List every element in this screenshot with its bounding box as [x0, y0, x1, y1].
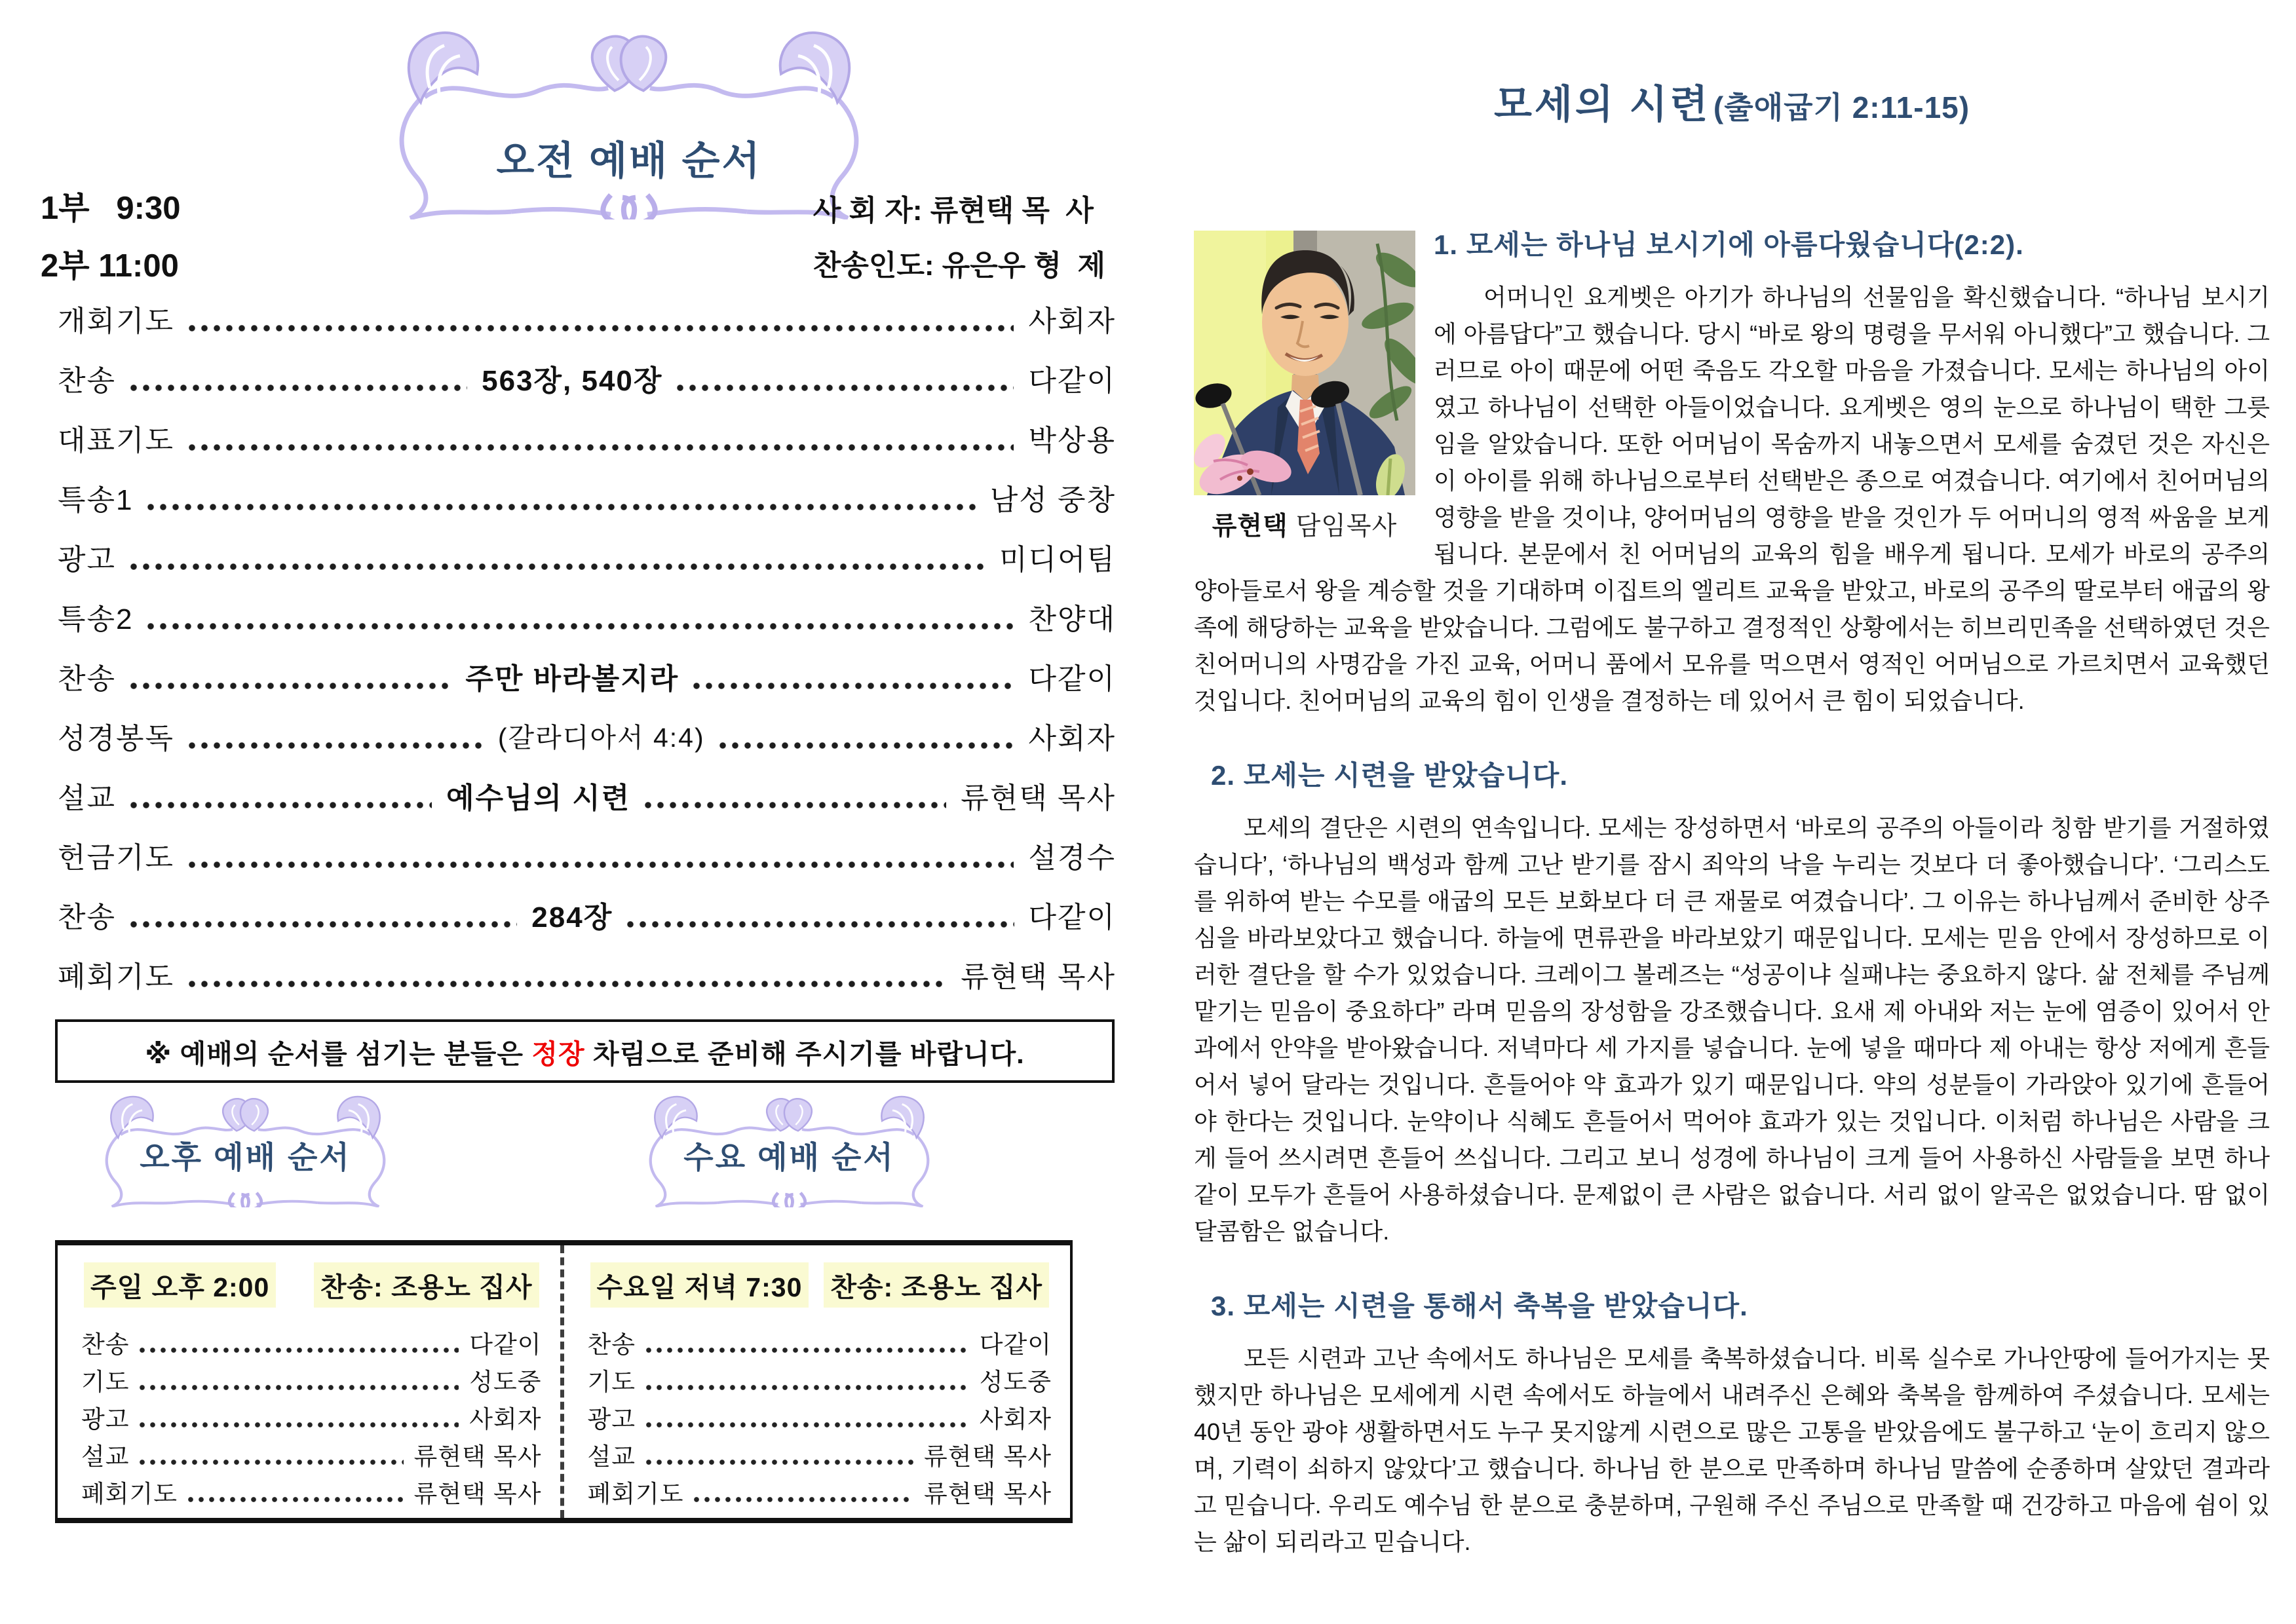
wednesday-service-column	[564, 1245, 1071, 1518]
service-time-1: 1부 9:30	[41, 191, 181, 226]
afternoon-service-header	[84, 1262, 539, 1308]
dot-leader	[189, 742, 484, 749]
dot-leader	[130, 563, 985, 570]
dot-leader	[140, 1459, 403, 1465]
sub-order-row: 설교 류현택 목사	[587, 1443, 1052, 1470]
dot-leader	[694, 1496, 913, 1503]
sub-order-row: 설교 류현택 목사	[81, 1443, 542, 1470]
sermon-section-3-body: 모든 시련과 고난 속에서도 하나님은 모세를 축복하셨습니다. 비록 실수로 가나안땅에 들어가지는 못했지만 하나님은 모세에게 시련 속에서도 하늘에서 내려주신 은혜와 축복을 함께하여 주셨습니다. 모세는 40년 동안 광야 생활하면서도 누구 못지않게 시련으로 많은 고통을 받았음에도 불구하고 ‘눈이 흐리지 않으며, 기력이 쇠하지 않았다’고 했습니다. 하나님 한 분으로 만족하며 하나님 말씀에 순종하며 살았던 결과라고 믿습니다. 우리도 예수님 한 분으로 충분하며, 구원해 주신 주님으로 만족할 때 건강하고 마음에 쉼이 있는 삶이 되리라고 믿습니다.	[1194, 1345, 2270, 1555]
order-row: 특송2 찬양대	[58, 603, 1116, 635]
dot-leader	[627, 921, 1014, 928]
dot-leader	[130, 683, 451, 689]
order-row: 특송1 남성 중창	[58, 483, 1116, 516]
order-row: 찬송 284장 다같이	[58, 901, 1117, 934]
pastor-role: 담임목사	[1288, 512, 1398, 540]
dot-leader	[130, 921, 517, 928]
order-row: 찬송 563장, 540장 다같이	[58, 364, 1116, 397]
wednesday-service-title: 수요 예배 순서	[683, 1140, 895, 1175]
sub-order-row: 기도 성도중	[81, 1368, 542, 1395]
dot-leader	[189, 861, 1014, 868]
sermon-section-1-heading: 1. 모세는 하나님 보시기에 아름다웠습니다(2:2).	[1434, 229, 2024, 260]
sermon-title-text: 모세의 시련	[1493, 83, 1711, 126]
order-row: 대표기도 박상용	[58, 424, 1116, 457]
dot-leader	[645, 802, 946, 808]
dot-leader	[677, 385, 1014, 391]
sub-order-row: 기도 성도중	[587, 1368, 1052, 1395]
dot-leader	[646, 1347, 969, 1353]
sub-order-row: 폐회기도 류현택 목사	[81, 1480, 542, 1507]
dot-leader	[189, 325, 1014, 331]
pastor-name: 류현택	[1212, 512, 1288, 540]
service-time-2: 2부 11:00	[41, 248, 179, 284]
wednesday-leader-badge: 찬송: 조용노 집사	[824, 1262, 1049, 1308]
dot-leader	[189, 981, 946, 987]
afternoon-service-title: 오후 예배 순서	[140, 1140, 351, 1175]
sub-order-row: 찬송 다같이	[587, 1331, 1052, 1358]
dot-leader	[140, 1384, 459, 1391]
presider-line: 사 회 자: 류현택 목 사	[813, 195, 1094, 227]
sermon-section-2-heading: 2. 모세는 시련을 받았습니다.	[1211, 760, 1568, 791]
sub-order-row: 찬송 다같이	[81, 1331, 542, 1358]
dot-leader	[140, 1422, 459, 1428]
dress-code-notice: ※ 예배의 순서를 섬기는 분들은 정장 차림으로 준비해 주시기를 바랍니다.	[55, 1019, 1115, 1083]
pastor-caption	[1194, 508, 1415, 545]
dot-leader	[147, 504, 975, 510]
wednesday-service-banner	[617, 1093, 961, 1207]
notice-highlight: 정장	[531, 1039, 585, 1069]
order-row: 설교 예수님의 시련 류현택 목사	[58, 782, 1117, 814]
afternoon-service-column	[58, 1245, 564, 1518]
afternoon-leader-badge: 찬송: 조용노 집사	[314, 1262, 539, 1308]
sermon-section-3-heading: 3. 모세는 시련을 통해서 축복을 받았습니다.	[1211, 1291, 1748, 1321]
sermon-page	[1194, 0, 2270, 1560]
order-row: 찬송 주만 바라볼지라 다같이	[58, 662, 1117, 695]
service-times	[41, 179, 181, 295]
dot-leader	[188, 1496, 404, 1503]
dot-leader	[646, 1459, 913, 1465]
order-row: 성경봉독 (갈라디아서 4:4) 사회자	[58, 722, 1117, 755]
order-row: 개회기도 사회자	[58, 305, 1116, 337]
order-row: 폐회기도 류현택 목사	[58, 960, 1116, 993]
dot-leader	[646, 1384, 969, 1391]
order-of-worship	[58, 288, 1116, 1004]
morning-service-title: 오전 예배 순서	[496, 139, 762, 183]
song-leader-line: 찬송인도: 유은우 형 제	[813, 250, 1105, 282]
dot-leader	[189, 444, 1014, 451]
afternoon-service-banner	[73, 1093, 417, 1207]
dot-leader	[646, 1422, 969, 1428]
sermon-section-2-body: 모세의 결단은 시련의 연속입니다. 모세는 장성하면서 ‘바로의 공주의 아들이라 칭함 받기를 거절하였습니다’, ‘하나님의 백성과 함께 고난 받기를 잠시 죄악의 낙을 누리는 것보다 더 좋아했습니다’. ‘그리스도를 위하여 받는 수모를 애굽의 모든 보화보다 더 큰 재물로 여겼습니다’. 그 이유는 하나님께서 준비한 상주심을 바라보았다고 했습니다. 하늘에 면류관을 바라보았기 때문입니다. 모세는 믿음 안에서 장성하므로 이러한 결단을 할 수가 있었습니다. 크레이그 볼레즈는 “성공이냐 실패냐는 중요하지 않다. 삶 전체를 주님께 맡기는 믿음이 중요하다” 라며 믿음의 장성함을 강조했습니다. 요새 제 아내와 저는 눈에 염증이 있어서 안과에서 안약을 받아왔습니다. 저녁마다 세 가지를 넣습니다. 눈에 넣을 때마다 제 아내는 항상 저에게 흔들어서 넣어 달라는 것입니다. 흔들어야 약 효과가 있기 때문입니다. 약의 성분들이 가라앉아 있기에 흔들어야 한다는 것입니다. 눈약이나 식혜도 흔들어서 먹어야 효과가 있는 것입니다. 이처럼 하나님은 사람을 크게 들어 쓰시려면 흔들어 쓰십니다. 그리고 보니 성경에 하나님이 크게 들어 사용하신 사람들을 보면 하나같이 모두가 흔들어 사용하셨습니다. 문제없이 큰 사람은 없습니다. 서리 없이 알곡은 없었습니다. 땀 없이 달콤함은 없습니다.	[1194, 814, 2270, 1245]
sermon-section-1-body: 어머니인 요게벳은 아기가 하나님의 선물임을 확신했습니다. “하나님 보시기에 아름답다”고 했습니다. 당시 “바로 왕의 명령을 무서워 아니했다”고 했습니다. 그러므로 아이 때문에 어떤 죽음도 각오할 마음을 가졌습니다. 모세는 하나님의 아이였고 하나님이 선택한 아들이었습니다. 요게벳은 영의 눈으로 하나님이 택한 그릇임을 알았습니다. 또한 어머님이 목숨까지 내놓으면서 모세를 숨겼던 것은 자신은 이 아이를 위해 하나님으로부터 선택받은 종으로 여겼습니다. 여기에서 친어머님의 영향을 받을 것이냐, 양어머님의 영향을 받을 것인가 두 어머니의 영적 싸움을 보게 됩니다. 본문에서 친 어머님의 교육의 힘을 배우게 됩니다. 모세가 바로의 공주의 양아들로서 왕을 계승할 것을 기대하며 이집트의 엘리트 교육을 받았고, 바로의 공주의 딸로부터 애굽의 왕족에 해당하는 교육을 받았습니다. 그럼에도 불구하고 결정적인 상황에서는 히브리민족을 선택하였던 것은 친어머니의 사명감을 가진 교육, 어머니 품에서 모유를 먹으면서 영적인 어머님으로 가르치면서 교육했던 것입니다. 친어머님의 교육의 힘이 인생을 결정하는 데 있어서 큰 힘이 되었습니다.	[1194, 284, 2270, 714]
pastor-photo-figure	[1194, 231, 1415, 545]
dot-leader	[147, 623, 1014, 630]
officiants	[813, 183, 1105, 293]
dot-leader	[140, 1347, 459, 1353]
sub-services-box	[55, 1240, 1073, 1523]
sub-order-row: 광고 사회자	[587, 1405, 1052, 1433]
dot-leader	[693, 683, 1014, 689]
afternoon-time-badge: 주일 오후 2:00	[84, 1262, 276, 1308]
dot-leader	[130, 802, 432, 808]
wednesday-time-badge: 수요일 저녁 7:30	[590, 1262, 809, 1308]
sermon-body	[1194, 227, 2270, 1560]
sermon-scripture-ref: (출애굽기 2:11-15)	[1713, 90, 1970, 124]
sub-order-row: 광고 사회자	[81, 1405, 542, 1433]
sermon-title	[1194, 73, 2270, 130]
dot-leader	[719, 742, 1014, 749]
sub-order-row: 폐회기도 류현택 목사	[587, 1480, 1052, 1507]
order-row: 광고 미디어팀	[58, 543, 1116, 576]
left-page	[39, 0, 1117, 1624]
dot-leader	[130, 385, 467, 391]
pastor-photo	[1194, 231, 1415, 495]
order-row: 헌금기도 설경수	[58, 841, 1116, 874]
wednesday-service-header	[590, 1262, 1050, 1308]
